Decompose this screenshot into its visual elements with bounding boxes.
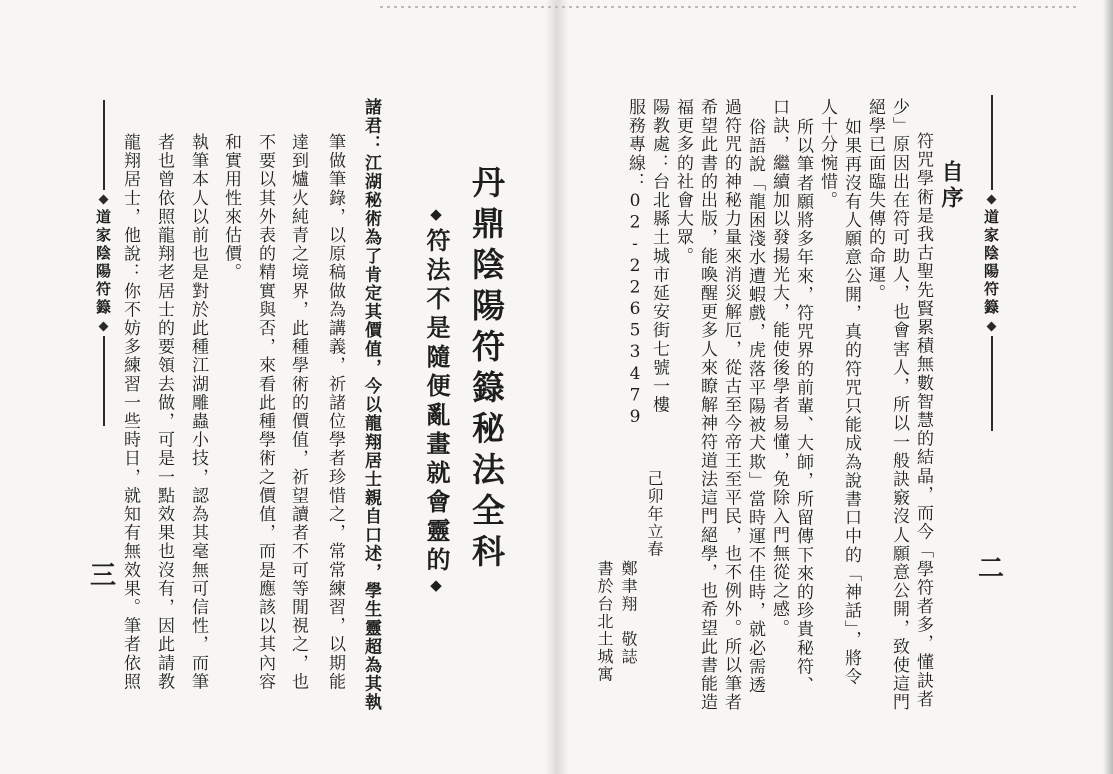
book-title: 丹鼎陰陽符籙秘法全科 <box>467 165 506 575</box>
diamond-icon <box>987 195 997 205</box>
left-col-6: 執筆本人以前也是對於此種江湖雕蟲小技，認為其毫無可信性，而筆 <box>188 133 208 691</box>
right-col-12: 陽教處：台北縣土城市延安街七號一樓 <box>649 98 669 415</box>
scan-top-edge <box>380 6 1080 8</box>
left-col-1: 諸君：江湖秘術為了肯定其價值，今以龍翔居士親自口述，學生靈超為其執 <box>361 98 381 712</box>
right-col-1: 符咒學術是我古聖先賢累積無數智慧的結晶，而今「學符者多，懂訣者 <box>913 132 933 709</box>
right-side-header <box>981 95 1002 431</box>
left-col-7: 者也曾依照龍翔老居士的要領去做，可是一點效果也沒有，因此請教 <box>154 133 174 691</box>
subtitle <box>422 205 451 599</box>
right-col-6: 所以筆者願將多年來，符咒界的前輩、大師，所留傳下來的珍貴秘符、 <box>793 118 813 695</box>
subtitle-text: 符法不是隨便亂畫就會靈的 <box>422 228 451 576</box>
book-gutter <box>545 0 569 774</box>
header-rule-top <box>103 100 105 190</box>
subtitle-mark-end: ◆ <box>427 576 445 599</box>
left-side-header-text: 道家陰陽符籙 <box>94 209 112 317</box>
diamond-icon <box>99 322 109 332</box>
diamond-icon <box>99 195 109 205</box>
preface-heading: 自序 <box>938 160 964 212</box>
left-col-2: 筆做筆錄，以原稿做為講義，祈諸位學者珍惜之，常常練習，以期能 <box>325 133 345 691</box>
right-col-7: 口訣，繼續加以發揚光大，能使後學者易懂，免除入門無從之感。 <box>769 98 789 638</box>
subtitle-mark-start: ◆ <box>427 205 445 228</box>
left-col-8: 龍翔居士，他說：你不妨多練習一些時日，就知有無效果。筆者依照 <box>120 133 140 691</box>
right-col-11: 福更多的社會大眾。 <box>673 98 693 266</box>
left-col-5: 和實用性來估價。 <box>221 133 241 282</box>
diamond-icon <box>987 322 997 332</box>
header-rule-bottom <box>103 336 105 426</box>
header-rule-bottom <box>991 336 993 431</box>
right-col-3: 絕學已面臨失傳的命運。 <box>865 98 885 303</box>
left-col-3: 達到爐火純青之境界，此種學術的價值，祈望讀者不可等閒視之，也 <box>288 133 308 691</box>
date-line: 己卯年立春 <box>645 470 664 558</box>
right-col-2: 少」原因出在符可助人，也會害人，所以一般訣竅沒人願意公開，致使這門 <box>889 98 909 712</box>
right-col-5: 人十分惋惜。 <box>817 98 837 210</box>
right-side-header-text: 道家陰陽符籙 <box>982 209 1000 317</box>
right-col-13: 服務專線：02-22653479 <box>625 98 645 429</box>
right-col-10: 希望此書的出版，能喚醒更多人來瞭解神符道法這門絕學，也希望此書能造 <box>697 98 717 712</box>
header-rule-top <box>991 95 993 190</box>
right-col-8: 俗語說「龍困淺水遭蝦戲，虎落平陽被犬欺」當時運不佳時，就必需透 <box>745 118 765 695</box>
page-edge-shadow <box>1103 0 1113 774</box>
left-side-header <box>93 100 114 426</box>
signature: 鄭聿翔 敬誌 <box>619 560 638 666</box>
right-page-number: 二 <box>978 554 1005 584</box>
left-page-number: 三 <box>90 561 117 591</box>
writing-location: 書於台北土城寓 <box>595 560 614 684</box>
right-col-4: 如果再沒有人願意公開，真的符咒只能成為說書口中的「神話」，將令 <box>841 118 861 687</box>
left-col-4: 不要以其外表的精實與否，來看此種學術之價值，而是應該以其內容 <box>255 133 275 691</box>
right-col-9: 過符咒的神秘力量來消災解厄，從古至今帝王至平民，也不例外。所以筆者 <box>721 98 741 712</box>
